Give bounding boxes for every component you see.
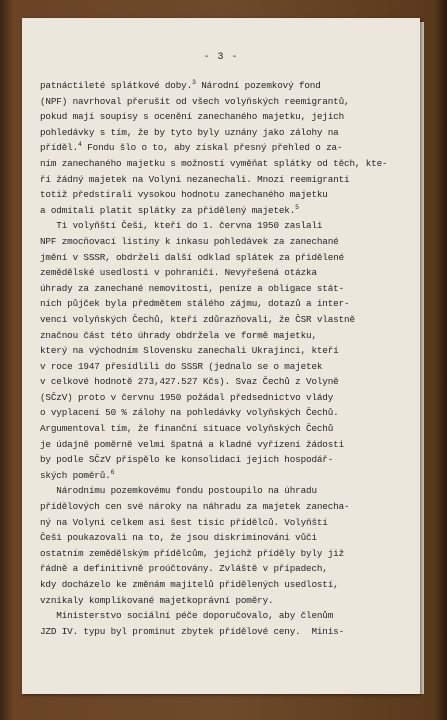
text-line: patnáctileté splátkové doby.$^3$ Národní pozemkový fond [40,79,321,91]
text-line: přídělových cen své nároky na náhradu za majetek zanecha- [40,501,350,513]
document-page [22,18,420,694]
text-line: Ministerstvo sociální péče doporučovalo, aby členům [40,610,334,622]
text-line: kdy docházelo ke změnám majitelů přidělených usedlostí, [40,579,339,590]
text-line: a odmítali platit splátky za přidělený majetek.$^5$ [40,203,299,216]
text-line: pokud mají soupisy s ocenění zanechaného majetku, jejich [40,111,345,123]
text-line: zemědělské usedlosti v pohraničí. Nevyřešená otázka [40,267,317,279]
text-line: jmění v SSSR, obdrželi další odklad splátek za přidělené [40,251,345,263]
text-line: NPF zmocňovací listiny k inkasu pohledávek za zanechané [40,235,339,247]
text-line: příděl.$^4$ Fondu šlo o to, aby získal přesný přehled o za- [40,141,343,154]
text-line: je údajně poměrně velmi špatná a kladné vyřízení žádosti [40,438,345,450]
text-line: Argumentoval tím, že finanční situace volyňských Čechů [40,423,334,435]
text-line: Národnímu pozemkovému fondu postoupilo na úhradu [40,485,317,497]
text-line: ný na Volyni celkem asi šest tisíc přídělců. Volyňští [40,516,328,528]
text-line: řádně a definitivně proúčtovány. Zvláště v případech, [40,563,328,575]
text-line: ním zanechaného majetku s možností vyměňat splátky od těch, kte- [40,157,388,169]
text-line: o vyplacení 50 % zálohy na pohledávky volyňských Čechů. [40,407,339,419]
text-line: (SČzV) proto v červnu 1950 požádal předsednictvo vlády [40,391,334,403]
text-line: pohledávky s tím, že by tyto byly uznány jako zálohy na [40,126,339,138]
text-line: který na východním Slovensku zanechali Ukrajinci, kteří [40,345,339,357]
text-line: ských poměrů.$^6$ [40,468,115,481]
text-line: úhrady za zanechané nemovitosti, peníze a obligace stát- [40,282,345,294]
text-line: značnou část této úhrady obdržela ve formě majetku, [40,329,317,341]
footnote-marker: 6 [110,468,115,476]
text-line: ostatním zemědělským přídělcům, jejichž příděly byly již [40,547,345,559]
footnote-marker: 5 [295,203,299,211]
text-line: (NPF) navrhoval přerušit od všech volyňských reemigrantů, [40,95,350,107]
text-line: v roce 1947 přesídlili do SSSR (jednalo se o majetek [40,360,323,372]
text-line: totiž předstírali vysokou hodnotu zanechaného majetku [40,189,328,201]
paper-edge [420,22,424,694]
text-line: ří žádný majetek na Volyni nezanechali. Mnozí reemigranti [40,173,350,185]
text-line: Ti volyňští Češi, kteří do 1. června 1950 zaslali [40,220,323,232]
body-text [40,78,416,639]
text-line: vznikaly komplikované majetkoprávní poměry. [40,594,274,606]
text-line: by podle SČzV přispělo ke konsolidaci jejich hospodář- [40,454,334,466]
text-line: JZD IV. typu byl prominut zbytek přídělové ceny. Minis- [40,625,345,637]
text-line: v celkové hodnotě 273,427.527 Kčs). Svaz Čechů z Volyně [40,376,339,388]
footnote-marker: 4 [78,141,82,149]
text-line: Češi poukazovali na to, že jsou diskriminováni vůči [40,532,317,544]
text-line: vencí volyňských Čechů, kteří zdůrazňovali, že ČSR vlastně [40,313,355,325]
page-number: - 3 - [203,52,239,63]
footnote-marker: 3 [192,79,196,86]
text-line: ních půjček byla předmětem stálého zájmu, dotazů a inter- [40,298,350,310]
